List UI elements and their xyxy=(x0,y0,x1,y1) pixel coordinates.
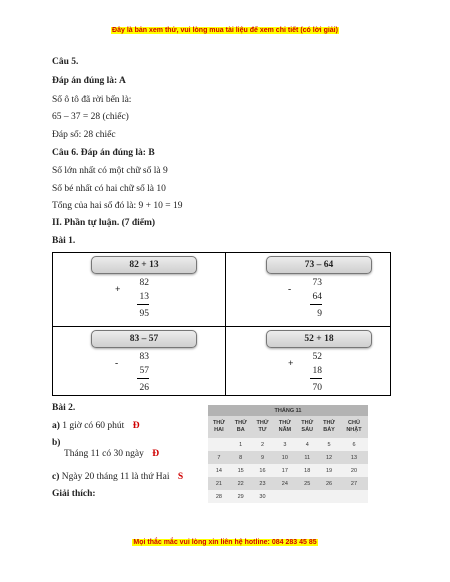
calendar-title-row xyxy=(208,405,368,416)
result-line xyxy=(310,378,322,379)
column-calculation xyxy=(115,352,149,396)
statement-c-mark: S xyxy=(177,472,184,482)
calendar-day: 14 xyxy=(208,464,230,477)
statement-c-label: c) xyxy=(52,472,60,482)
calc-result: 9 xyxy=(317,309,322,319)
calc-expression-box: 73 – 64 xyxy=(266,256,372,274)
hotline-notice-banner xyxy=(0,539,450,546)
calendar-day: 2 xyxy=(252,438,274,451)
calc-cell-4 xyxy=(226,327,396,399)
calendar-day: 21 xyxy=(208,477,230,490)
calendar-day: 20 xyxy=(340,464,368,477)
calendar-day: 13 xyxy=(340,451,368,464)
result-line xyxy=(137,378,149,379)
calc-expression-box: 52 + 18 xyxy=(266,330,372,348)
statement-b-mark: Đ xyxy=(152,449,160,459)
column-calculation xyxy=(288,278,322,322)
calc-cell-3 xyxy=(53,327,223,399)
exercise-1-heading: Bài 1. xyxy=(52,236,76,246)
calendar-day: 27 xyxy=(340,477,368,490)
explanation-heading: Giải thích: xyxy=(52,489,96,499)
calendar-day: 3 xyxy=(273,438,296,451)
calendar-day: 5 xyxy=(318,438,340,451)
question-5-answer: Đáp án đúng là: A xyxy=(52,76,126,86)
weekday-header: THỨ HAI xyxy=(208,416,230,438)
statement-b xyxy=(64,449,159,459)
calendar-day: 24 xyxy=(273,477,296,490)
calendar-day: 10 xyxy=(273,451,296,464)
calendar-day: 23 xyxy=(252,477,274,490)
part-2-heading: II. Phần tự luận. (7 điểm) xyxy=(52,218,156,228)
statement-b-label: b) xyxy=(52,438,61,448)
calendar-week-row xyxy=(208,464,368,477)
statement-a-label: a) xyxy=(52,421,60,431)
question-5-step-2: 65 – 37 = 28 (chiếc) xyxy=(52,112,129,122)
operator-sign: - xyxy=(288,285,292,295)
calendar-day xyxy=(318,490,340,503)
statement-a xyxy=(52,421,140,431)
calc-expression-box: 83 – 57 xyxy=(91,330,197,348)
calendar-title: THÁNG 11 xyxy=(208,405,368,416)
calc-result: 70 xyxy=(312,383,322,393)
calendar-week-row xyxy=(208,490,368,503)
calendar-day: 16 xyxy=(252,464,274,477)
calendar-day: 7 xyxy=(208,451,230,464)
calendar-day: 17 xyxy=(273,464,296,477)
calendar-weekday-row xyxy=(208,416,368,438)
preview-notice-banner xyxy=(0,27,450,34)
calendar-day: 25 xyxy=(296,477,318,490)
first-operand: 82 xyxy=(139,278,149,288)
question-6-step-1: Số lớn nhất có một chữ số là 9 xyxy=(52,166,168,176)
weekday-header: THỨ BA xyxy=(230,416,252,438)
calendar-day xyxy=(296,490,318,503)
calendar-week-row xyxy=(208,438,368,451)
statement-c xyxy=(52,472,183,482)
statement-a-mark: Đ xyxy=(132,421,140,431)
first-operand: 73 xyxy=(312,278,322,288)
calendar-day: 30 xyxy=(252,490,274,503)
weekday-header: CHỦ NHẬT xyxy=(340,416,368,438)
calendar-day: 29 xyxy=(230,490,252,503)
calendar-day: 1 xyxy=(230,438,252,451)
statement-b-text: Tháng 11 có 30 ngày xyxy=(64,449,144,459)
statement-a-text: 1 giờ có 60 phút xyxy=(62,421,125,431)
calendar-day: 26 xyxy=(318,477,340,490)
weekday-header: THỨ BẢY xyxy=(318,416,340,438)
second-operand: 13 xyxy=(139,292,149,302)
result-line xyxy=(310,304,322,305)
first-operand: 83 xyxy=(139,352,149,362)
calculation-grid xyxy=(52,252,391,396)
result-line xyxy=(137,304,149,305)
statement-c-text: Ngày 20 tháng 11 là thứ Hai xyxy=(61,472,170,482)
calendar-day: 15 xyxy=(230,464,252,477)
question-6-heading: Câu 6. Đáp án đúng là: B xyxy=(52,148,155,158)
calendar-day: 11 xyxy=(296,451,318,464)
question-5-result: Đáp số: 28 chiếc xyxy=(52,130,116,140)
operator-sign: + xyxy=(115,285,121,295)
question-5-step-1: Số ô tô đã rời bến là: xyxy=(52,95,132,105)
column-calculation xyxy=(115,278,149,322)
calendar-day xyxy=(340,490,368,503)
question-5-heading: Câu 5. xyxy=(52,57,79,67)
operator-sign: - xyxy=(115,359,119,369)
calendar-day: 18 xyxy=(296,464,318,477)
operator-sign: + xyxy=(288,359,294,369)
calendar-day: 4 xyxy=(296,438,318,451)
question-6-step-3: Tổng của hai số đó là: 9 + 10 = 19 xyxy=(52,201,183,211)
weekday-header: THỨ TƯ xyxy=(252,416,274,438)
calc-result: 95 xyxy=(139,309,149,319)
calendar-day: 9 xyxy=(252,451,274,464)
calc-result: 26 xyxy=(139,383,149,393)
november-calendar xyxy=(208,405,368,503)
hotline-notice-text: Mọi thắc mắc vui lòng xin liên hệ hotline: 084 283 45 85 xyxy=(133,539,317,546)
second-operand: 18 xyxy=(312,366,322,376)
calendar-week-row xyxy=(208,451,368,464)
column-calculation xyxy=(288,352,322,396)
first-operand: 52 xyxy=(312,352,322,362)
calc-cell-2 xyxy=(226,253,396,325)
calendar-day: 12 xyxy=(318,451,340,464)
weekday-header: THỨ SÁU xyxy=(296,416,318,438)
preview-notice-text: Đây là bản xem thử, vui lòng mua tài liệu để xem chi tiết (có lời giải) xyxy=(112,27,338,34)
calendar-week-row xyxy=(208,477,368,490)
weekday-header: THỨ NĂM xyxy=(273,416,296,438)
calendar-day xyxy=(273,490,296,503)
calendar-day: 28 xyxy=(208,490,230,503)
exercise-2-heading: Bài 2. xyxy=(52,403,76,413)
calendar-day xyxy=(208,438,230,451)
calendar-day: 19 xyxy=(318,464,340,477)
calc-expression-box: 82 + 13 xyxy=(91,256,197,274)
calendar-day: 6 xyxy=(340,438,368,451)
calendar-day: 22 xyxy=(230,477,252,490)
second-operand: 64 xyxy=(312,292,322,302)
second-operand: 57 xyxy=(139,366,149,376)
calendar-day: 8 xyxy=(230,451,252,464)
question-6-step-2: Số bé nhất có hai chữ số là 10 xyxy=(52,184,166,194)
calc-cell-1 xyxy=(53,253,223,325)
